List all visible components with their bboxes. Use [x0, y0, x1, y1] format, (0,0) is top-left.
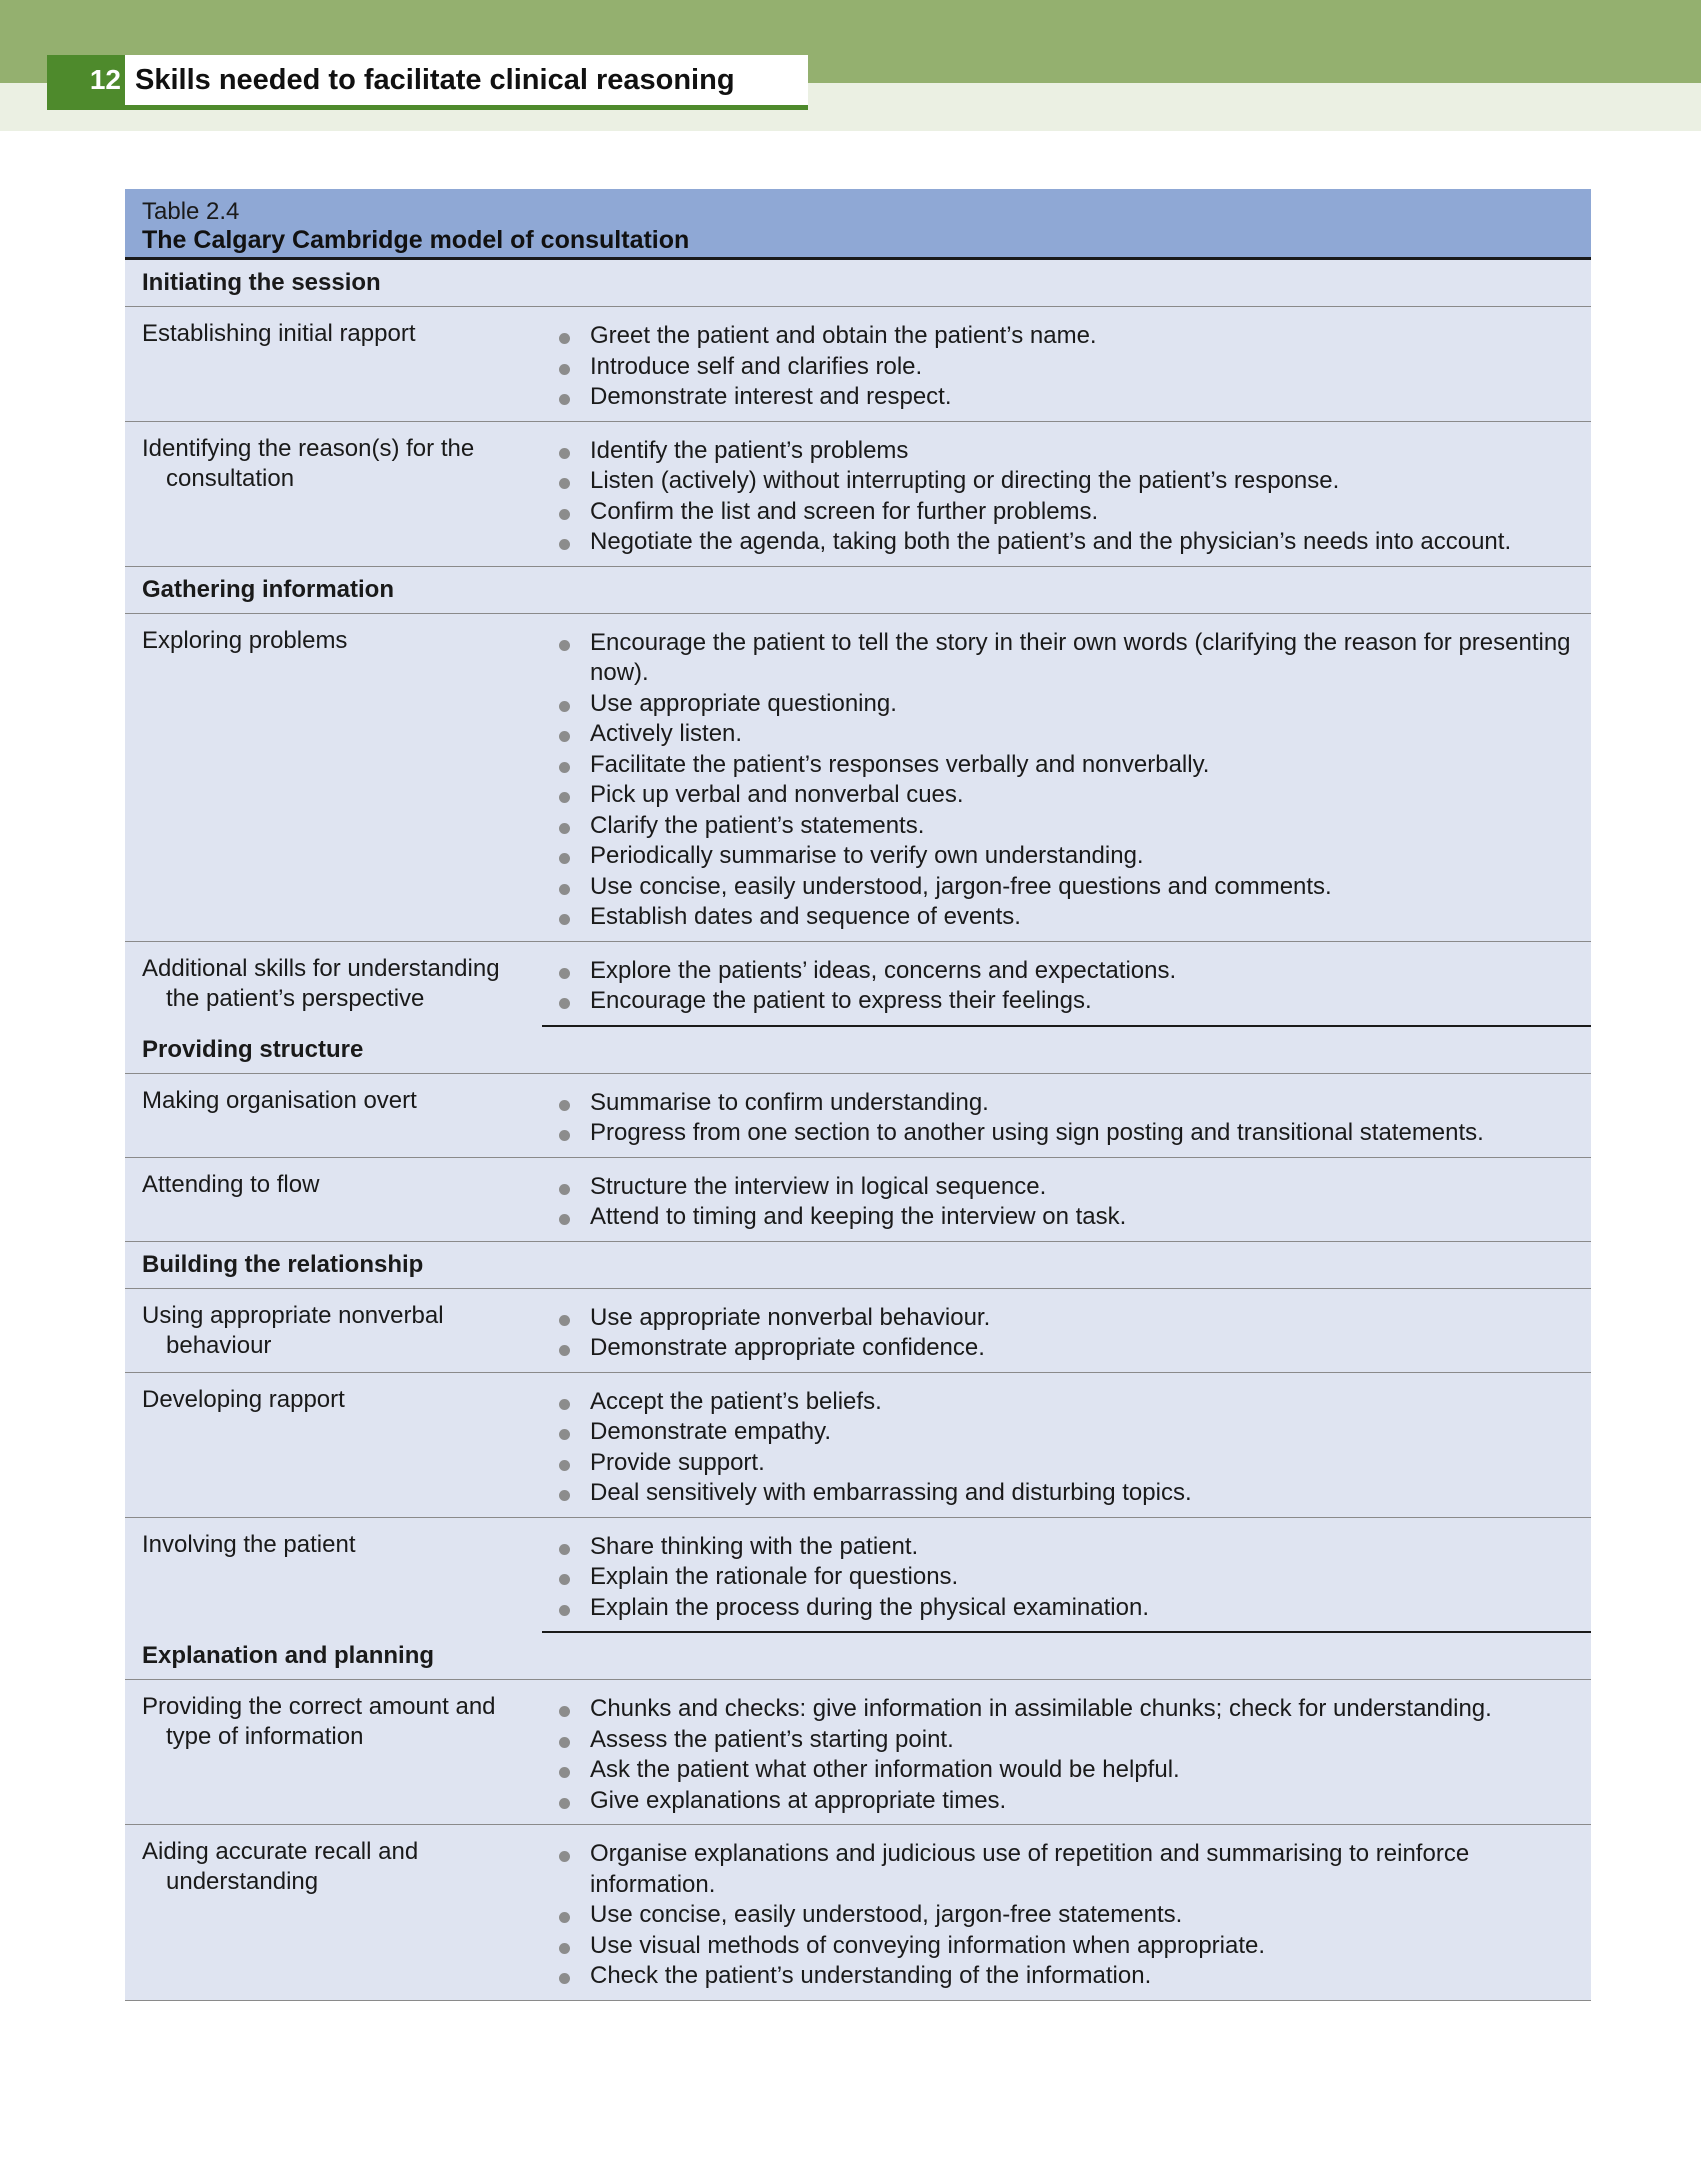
row-label-line: Additional skills for understanding	[142, 954, 500, 982]
row-label	[125, 942, 543, 1025]
table-row	[125, 422, 1591, 567]
section-heading: Building the relationship	[125, 1242, 1591, 1289]
chapter-title: Skills needed to facilitate clinical reasoning	[135, 63, 735, 96]
page-number: 12	[47, 55, 125, 105]
bullet-item: Use concise, easily understood, jargon-free questions and comments.	[543, 872, 1581, 903]
bullet-item: Explore the patients’ ideas, concerns and expectations.	[543, 956, 1581, 987]
bullet-item: Demonstrate interest and respect.	[543, 382, 1581, 413]
bullet-item: Identify the patient’s problems	[543, 436, 1581, 467]
bullet-item: Progress from one section to another using sign posting and transitional statements.	[543, 1118, 1581, 1149]
table-row	[125, 1158, 1591, 1242]
bullet-item: Introduce self and clarifies role.	[543, 352, 1581, 383]
bullet-item: Ask the patient what other information would be helpful.	[543, 1755, 1581, 1786]
row-label	[125, 422, 543, 566]
section-heading: Gathering information	[125, 567, 1591, 614]
bullet-item: Use appropriate questioning.	[543, 689, 1581, 720]
row-label-line: the patient’s perspective	[166, 984, 425, 1012]
row-label-line: Using appropriate nonverbal	[142, 1301, 444, 1329]
row-label-line: Involving the patient	[142, 1530, 356, 1558]
row-label-line: Providing the correct amount and	[142, 1693, 496, 1720]
bullet-list	[543, 1825, 1591, 2000]
bullet-item: Assess the patient’s starting point.	[543, 1725, 1581, 1756]
row-label	[125, 1289, 543, 1372]
bullet-item: Chunks and checks: give information in assimilable chunks; check for understanding.	[543, 1694, 1581, 1725]
bullet-item: Explain the rationale for questions.	[543, 1562, 1581, 1593]
bullet-item: Give explanations at appropriate times.	[543, 1786, 1581, 1817]
consultation-table	[125, 189, 1591, 2001]
bullet-item: Demonstrate appropriate confidence.	[543, 1333, 1581, 1364]
row-label-line: Exploring problems	[142, 626, 348, 654]
row-label-line: Making organisation overt	[142, 1086, 417, 1114]
bullet-list	[543, 1074, 1591, 1157]
bullet-item: Actively listen.	[543, 719, 1581, 750]
bullet-list	[543, 614, 1591, 941]
bullet-item: Greet the patient and obtain the patient’s name.	[543, 321, 1581, 352]
bullet-item: Periodically summarise to verify own understanding.	[543, 841, 1581, 872]
bullet-item: Organise explanations and judicious use of repetition and summarising to reinforce information.	[543, 1839, 1581, 1900]
table-row	[125, 1825, 1591, 2001]
bullet-item: Confirm the list and screen for further problems.	[543, 497, 1581, 528]
row-label	[125, 1825, 543, 2000]
row-label	[125, 1158, 543, 1241]
row-label	[125, 614, 543, 941]
table-row	[125, 1289, 1591, 1373]
bullet-item: Share thinking with the patient.	[543, 1532, 1581, 1563]
row-label-line: Identifying the reason(s) for the	[142, 434, 475, 462]
bullet-item: Explain the process during the physical examination.	[543, 1593, 1581, 1624]
section-heading: Explanation and planning	[125, 1633, 1591, 1680]
table-title: The Calgary Cambridge model of consultation	[142, 226, 690, 254]
table-row	[125, 942, 1591, 1025]
row-label-line: Attending to flow	[142, 1170, 320, 1198]
bullet-item: Clarify the patient’s statements.	[543, 811, 1581, 842]
bullet-list	[543, 422, 1591, 566]
table-caption	[125, 189, 1591, 260]
table-row	[125, 614, 1591, 942]
table-row	[125, 307, 1591, 422]
bullet-item: Check the patient’s understanding of the information.	[543, 1961, 1581, 1992]
table-row	[125, 1680, 1591, 1825]
bullet-list	[543, 1373, 1591, 1517]
bullet-list	[543, 942, 1591, 1025]
bullet-item: Accept the patient’s beliefs.	[543, 1387, 1581, 1418]
running-header	[47, 55, 808, 110]
table-body	[125, 260, 1591, 2001]
bullet-item: Deal sensitively with embarrassing and disturbing topics.	[543, 1478, 1581, 1509]
bullet-item: Listen (actively) without interrupting or directing the patient’s response.	[543, 466, 1581, 497]
row-label-line: Aiding accurate recall and	[142, 1838, 419, 1865]
bullet-item: Use concise, easily understood, jargon-free statements.	[543, 1900, 1581, 1931]
bullet-item: Facilitate the patient’s responses verbally and nonverbally.	[543, 750, 1581, 781]
bullet-list	[543, 1680, 1591, 1824]
bullet-item: Encourage the patient to express their feelings.	[543, 986, 1581, 1017]
section-heading: Providing structure	[125, 1027, 1591, 1074]
row-label	[125, 307, 543, 421]
table-row	[125, 1518, 1591, 1632]
row-label-line: behaviour	[166, 1331, 272, 1359]
bullet-item: Establish dates and sequence of events.	[543, 902, 1581, 933]
bullet-item: Encourage the patient to tell the story in their own words (clarifying the reason for presenting now).	[543, 628, 1581, 689]
row-label	[125, 1373, 543, 1517]
table-row	[125, 1074, 1591, 1158]
bullet-item: Provide support.	[543, 1448, 1581, 1479]
bullet-item: Demonstrate empathy.	[543, 1417, 1581, 1448]
row-label-line: consultation	[166, 464, 295, 492]
row-label-line: understanding	[166, 1868, 319, 1895]
row-label	[125, 1680, 543, 1824]
bullet-item: Attend to timing and keeping the interview on task.	[543, 1202, 1581, 1233]
row-label	[125, 1074, 543, 1157]
bullet-item: Use visual methods of conveying information when appropriate.	[543, 1931, 1581, 1962]
bullet-item: Negotiate the agenda, taking both the patient’s and the physician’s needs into account.	[543, 527, 1581, 558]
row-label-line: type of information	[166, 1723, 364, 1750]
bullet-item: Use appropriate nonverbal behaviour.	[543, 1303, 1581, 1334]
bullet-item: Summarise to confirm understanding.	[543, 1088, 1581, 1119]
row-label	[125, 1518, 543, 1632]
row-label-line: Developing rapport	[142, 1385, 345, 1413]
bullet-list	[543, 1518, 1591, 1632]
bullet-item: Pick up verbal and nonverbal cues.	[543, 780, 1581, 811]
bullet-item: Structure the interview in logical sequence.	[543, 1172, 1581, 1203]
row-label-line: Establishing initial rapport	[142, 320, 416, 347]
bullet-list	[543, 1289, 1591, 1372]
bullet-list	[543, 307, 1591, 421]
bullet-list	[543, 1158, 1591, 1241]
table-row	[125, 1373, 1591, 1518]
table-number: Table 2.4	[142, 198, 240, 225]
section-heading: Initiating the session	[125, 260, 1591, 307]
